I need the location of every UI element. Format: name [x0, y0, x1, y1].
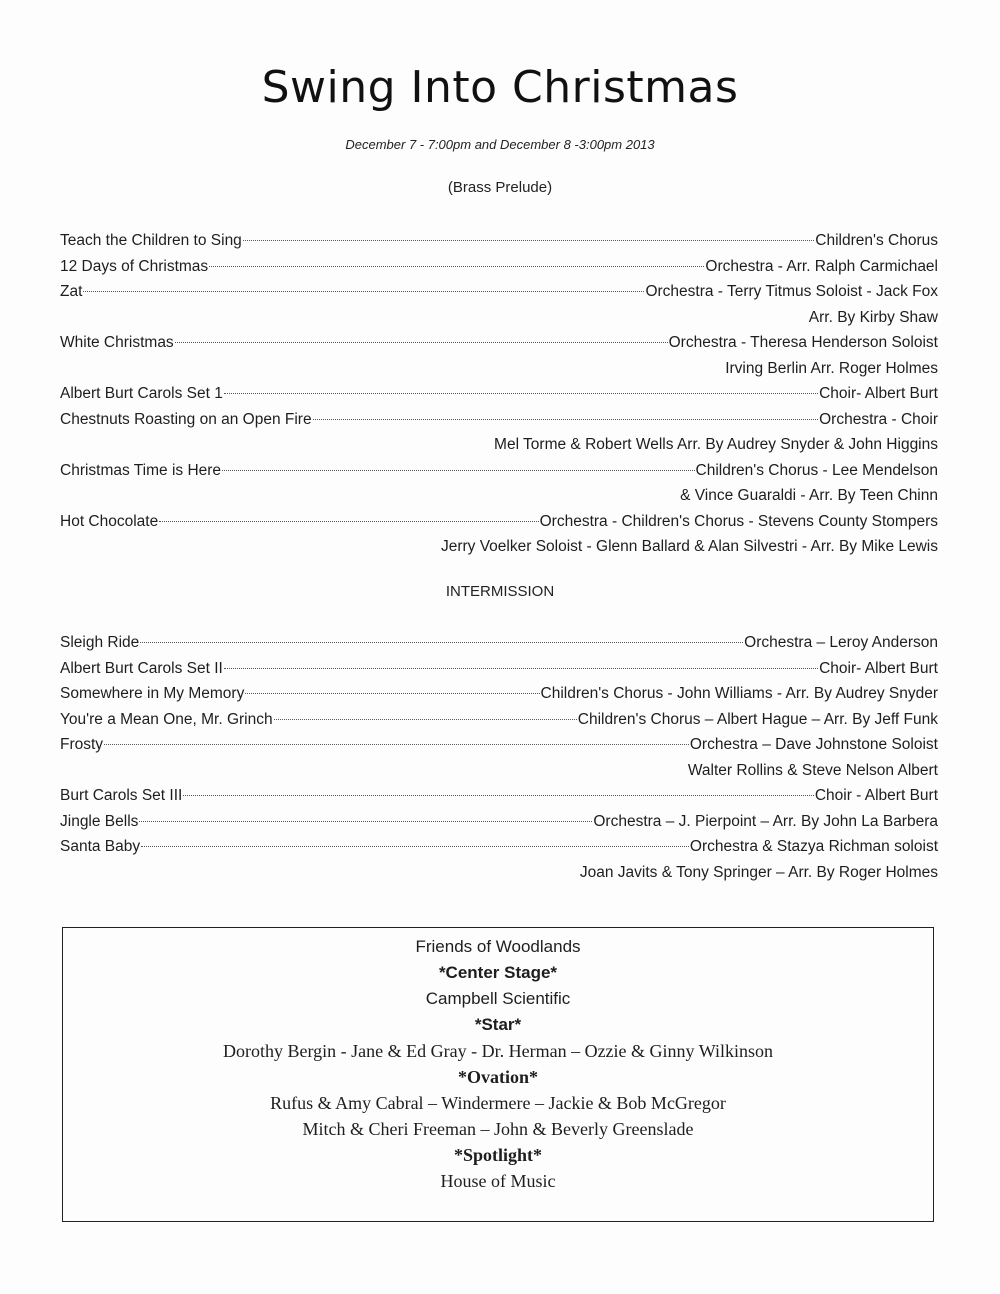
piece-title: Albert Burt Carols Set 1 [60, 385, 223, 402]
credit-text: Walter Rollins & Steve Nelson Albert [687, 761, 938, 779]
dot-leader [159, 521, 538, 522]
performers: Orchestra – J. Pierpoint – Arr. By John La Barbera [593, 812, 938, 830]
program-item [60, 707, 938, 733]
piece-title: Somewhere in My Memory [60, 685, 245, 702]
credit-text: Joan Javits & Tony Springer – Arr. By Roger Holmes [579, 863, 938, 881]
dot-leader [140, 642, 743, 643]
piece-title: White Christmas [60, 334, 174, 351]
piece-title: Albert Burt Carols Set II [60, 659, 223, 677]
program-credit-line [60, 483, 938, 509]
piece-title: Hot Chocolate [60, 512, 159, 530]
piece-title: You're a Mean One, Mr. Grinch [60, 710, 273, 728]
dot-leader [83, 291, 644, 292]
dot-leader [141, 846, 689, 847]
program-item [60, 783, 938, 809]
dot-leader [175, 342, 668, 343]
prelude-label: (Brass Prelude) [447, 179, 553, 196]
program-item [60, 656, 938, 682]
program-item [60, 330, 938, 356]
program-credit-line [60, 534, 938, 560]
star-sponsors: Dorothy Bergin - Jane & Ed Gray - Dr. Herman – Ozzie & Ginny Wilkinson [222, 1041, 773, 1061]
credit-text: Mel Torme & Robert Wells Arr. By Audrey Snyder & John Higgins [494, 436, 938, 453]
program-item [60, 381, 938, 407]
performers: Choir- Albert Burt [819, 385, 938, 402]
dot-leader [224, 393, 818, 394]
program-first-half [60, 228, 938, 560]
program-item [60, 681, 938, 707]
piece-title: Teach the Children to Sing [60, 232, 242, 249]
performers: Orchestra - Terry Titmus Soloist - Jack Fox [645, 283, 938, 300]
performers: Orchestra – Dave Johnstone Soloist [689, 736, 938, 753]
program-item [60, 509, 938, 535]
piece-title: Sleigh Ride [60, 634, 140, 651]
program-item [60, 279, 938, 305]
piece-title: Santa Baby [60, 838, 141, 855]
piece-title: Chestnuts Roasting on an Open Fire [60, 410, 312, 428]
performers: Children's Chorus [815, 232, 938, 249]
performance-dates: December 7 - 7:00pm and December 8 -3:00pm 2013 [345, 137, 655, 152]
performers: Choir- Albert Burt [819, 659, 938, 677]
dot-leader [243, 240, 814, 241]
dot-leader [274, 719, 577, 720]
spotlight-sponsor: House of Music [440, 1171, 556, 1191]
performers: Choir - Albert Burt [814, 787, 938, 804]
spotlight-label: *Spotlight* [453, 1145, 543, 1165]
intermission-label: INTERMISSION [445, 583, 555, 600]
dot-leader [183, 795, 813, 796]
sponsors-heading: Friends of Woodlands [415, 937, 581, 956]
program-credit-line [60, 758, 938, 784]
dot-leader [313, 419, 819, 420]
star-label: *Star* [474, 1015, 522, 1034]
piece-title: Zat [60, 283, 83, 300]
performers: Orchestra - Arr. Ralph Carmichael [705, 257, 938, 275]
program-credit-line [60, 356, 938, 382]
program-item [60, 254, 938, 280]
performers: Orchestra – Leroy Anderson [744, 634, 938, 651]
performers: Orchestra - Children's Chorus - Stevens County Stompers [539, 512, 938, 530]
program-item [60, 834, 938, 860]
performers: Children's Chorus - John Williams - Arr. By Audrey Snyder [540, 685, 938, 702]
dot-leader [224, 668, 818, 669]
performers: Children's Chorus – Albert Hague – Arr. By Jeff Funk [577, 710, 938, 728]
page-title: Swing Into Christmas [261, 62, 739, 113]
program-item [60, 732, 938, 758]
ovation-sponsors-line-2: Mitch & Cheri Freeman – John & Beverly Greenslade [302, 1119, 694, 1139]
dot-leader [245, 693, 539, 694]
ovation-sponsors-line-1: Rufus & Amy Cabral – Windermere – Jackie & Bob McGregor [270, 1093, 726, 1113]
sponsors-box [62, 927, 934, 1222]
credit-text: & Vince Guaraldi - Arr. By Teen Chinn [680, 487, 938, 504]
credit-text: Irving Berlin Arr. Roger Holmes [725, 359, 938, 377]
credit-text: Arr. By Kirby Shaw [808, 308, 938, 326]
ovation-label: *Ovation* [457, 1067, 538, 1087]
program-second-half [60, 630, 938, 885]
program-item [60, 458, 938, 484]
piece-title: Christmas Time is Here [60, 461, 222, 479]
program-item [60, 228, 938, 254]
dot-leader [222, 470, 694, 471]
performers: Children's Chorus - Lee Mendelson [695, 461, 938, 479]
center-stage-label: *Center Stage* [438, 963, 558, 982]
program-credit-line [60, 860, 938, 886]
program-item [60, 630, 938, 656]
credit-text: Jerry Voelker Soloist - Glenn Ballard & Alan Silvestri - Arr. By Mike Lewis [440, 538, 938, 555]
performers: Orchestra & Stazya Richman soloist [689, 838, 938, 855]
program-item [60, 407, 938, 433]
performers: Orchestra - Choir [819, 410, 938, 428]
piece-title: Frosty [60, 736, 104, 753]
dot-leader [209, 266, 704, 267]
dot-leader [104, 744, 689, 745]
program-credit-line [60, 305, 938, 331]
piece-title: 12 Days of Christmas [60, 257, 209, 275]
performers: Orchestra - Theresa Henderson Soloist [668, 334, 938, 351]
piece-title: Burt Carols Set III [60, 787, 183, 804]
piece-title: Jingle Bells [60, 812, 139, 830]
program-credit-line [60, 432, 938, 458]
dot-leader [139, 821, 592, 822]
center-stage-sponsor: Campbell Scientific [425, 989, 571, 1008]
program-item [60, 809, 938, 835]
